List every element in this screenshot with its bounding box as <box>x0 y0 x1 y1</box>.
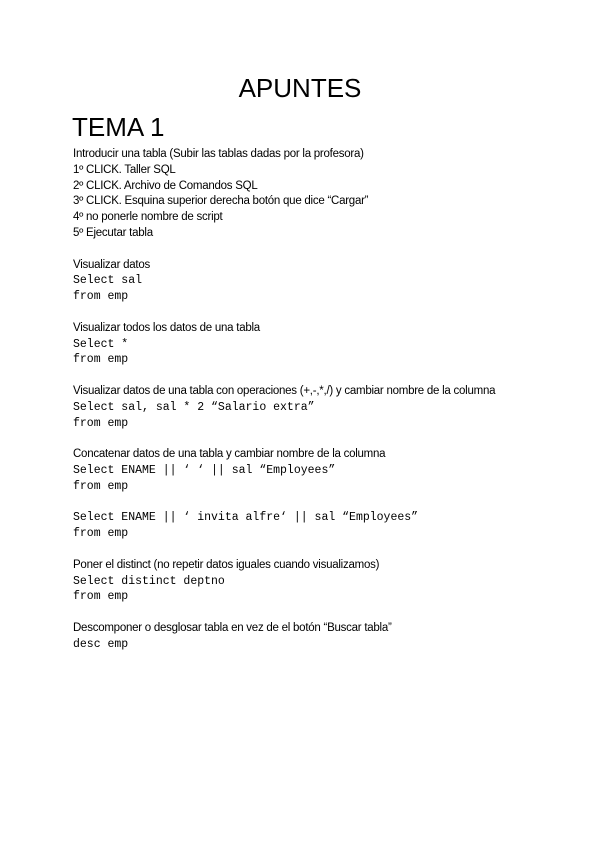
section-description: Visualizar datos de una tabla con operaciones (+,-,*,/) y cambiar nombre de la columna <box>73 384 496 397</box>
sql-section <box>73 384 543 431</box>
spacer <box>73 242 543 258</box>
sql-section <box>73 258 543 305</box>
sql-code-line: from emp <box>73 527 129 541</box>
section-description: Concatenar datos de una tabla y cambiar nombre de la columna <box>73 448 386 461</box>
section-description: Visualizar datos <box>73 258 150 271</box>
intro-step: 3º CLICK. Esquina superior derecha botón que dice “Cargar” <box>73 195 369 208</box>
sql-code-line: from emp <box>73 590 129 604</box>
sql-code-line: Select ENAME || ‘ invita alfre‘ || sal “Employees” <box>73 511 419 525</box>
section-description: Visualizar todos los datos de una tabla <box>73 321 260 334</box>
intro-step: 1º CLICK. Taller SQL <box>73 163 176 176</box>
sql-code-line: from emp <box>73 479 129 493</box>
sql-section <box>73 558 543 605</box>
intro-step: 2º CLICK. Archivo de Comandos SQL <box>73 179 258 192</box>
sql-code-line: desc emp <box>73 637 129 651</box>
sql-code-line: Select * <box>73 337 129 351</box>
sql-section <box>73 621 543 653</box>
section-description: Descomponer o desglosar tabla en vez de el botón “Buscar tabla” <box>73 621 392 634</box>
sql-code-line: Select ENAME || ‘ ‘ || sal “Employees” <box>73 463 336 477</box>
sql-code-line: Select sal, sal * 2 “Salario extra” <box>73 400 315 414</box>
sql-code-line: Select distinct deptno <box>73 574 225 588</box>
spacer <box>73 605 543 621</box>
intro-step: 5º Ejecutar tabla <box>73 226 153 239</box>
intro-block <box>73 147 543 242</box>
spacer <box>73 368 543 384</box>
page-title: APUNTES <box>238 73 362 103</box>
spacer <box>73 542 543 558</box>
sql-code-line: Select sal <box>73 274 143 288</box>
section-heading: TEMA 1 <box>72 112 165 142</box>
spacer <box>73 305 543 321</box>
sql-section <box>73 321 543 368</box>
sql-code-line: from emp <box>73 353 129 367</box>
spacer <box>73 495 543 511</box>
section-description: Poner el distinct (no repetir datos iguales cuando visualizamos) <box>73 558 380 571</box>
sql-section <box>73 510 543 542</box>
sql-code-line: from emp <box>73 290 129 304</box>
intro-step: 4º no ponerle nombre de script <box>73 211 223 224</box>
document-body <box>73 147 543 653</box>
spacer <box>73 431 543 447</box>
intro-text: Introducir una tabla (Subir las tablas dadas por la profesora) <box>73 148 364 160</box>
sql-code-line: from emp <box>73 416 129 430</box>
sql-section <box>73 447 543 494</box>
